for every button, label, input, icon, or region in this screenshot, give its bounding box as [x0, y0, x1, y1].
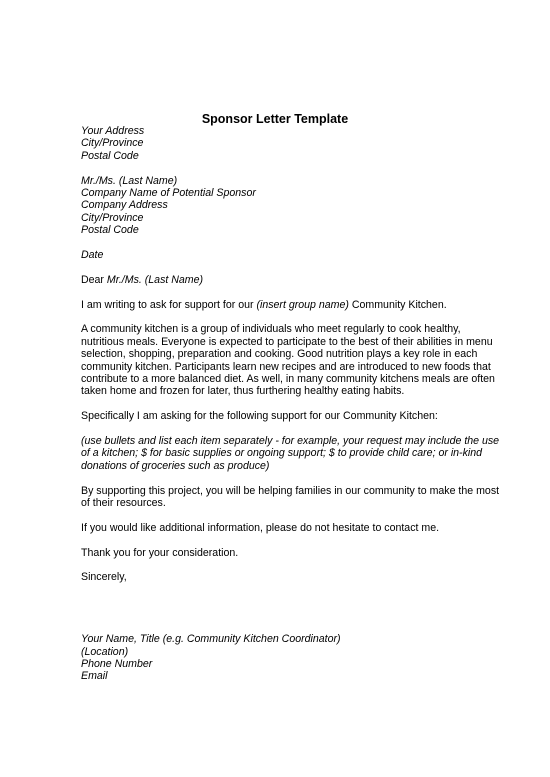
- sender-line: Your Address: [81, 125, 145, 137]
- thanks-paragraph: Thank you for your consideration.: [81, 546, 239, 559]
- paragraph-line: A community kitchen is a group of individuals who meet regularly to cook healthy,: [81, 323, 461, 336]
- instruction-paragraph: [81, 435, 521, 472]
- recipient-line: Company Address: [81, 199, 168, 212]
- signature-line: Your Name, Title (e.g. Community Kitchen Coordinator): [81, 633, 341, 646]
- signature-line: Phone Number: [81, 658, 153, 671]
- paragraph-line: selection, shopping, preparation and cooking. Good nutrition plays a key role in each: [81, 348, 478, 361]
- recipient-address: [81, 175, 521, 237]
- paragraph-line: taken home and frozen for later, thus furthering healthy eating habits.: [81, 385, 405, 398]
- paragraph-line: donations of groceries such as produce): [81, 459, 270, 472]
- kitchen-description-paragraph: [81, 323, 521, 397]
- paragraph-line: (use bullets and list each item separately - for example, your request may include the use: [81, 435, 500, 448]
- paragraph-line: community kitchen. Participants learn new recipes and are introduced to new foods that: [81, 360, 491, 373]
- paragraph-line: contribute to a more balanced diet. As well, in many community kitchens meals are often: [81, 373, 495, 386]
- sender-line: City/Province: [81, 137, 144, 150]
- closing: Sincerely,: [81, 571, 127, 584]
- contact-paragraph: If you would like additional information, please do not hesitate to contact me.: [81, 521, 440, 534]
- intro-group-placeholder: (insert group name): [256, 298, 349, 311]
- signature-line: (Location): [81, 645, 129, 658]
- paragraph-line: nutritious meals. Everyone is expected to participate to the best of their abilities in menu: [81, 335, 493, 348]
- recipient-line: Mr./Ms. (Last Name): [81, 174, 178, 187]
- date-line: Date: [81, 249, 104, 262]
- sender-address: [81, 125, 521, 162]
- intro-suffix: Community Kitchen.: [348, 298, 447, 311]
- signature-space: [81, 596, 521, 633]
- signature-line: Email: [81, 670, 108, 683]
- request-paragraph: Specifically I am asking for the following support for our Community Kitchen:: [81, 410, 438, 423]
- intro-paragraph: [81, 299, 521, 311]
- document-title: Sponsor Letter Template: [201, 112, 349, 126]
- recipient-line: Postal Code: [81, 224, 139, 237]
- signature-block: [81, 633, 521, 683]
- supporting-paragraph: [81, 485, 521, 510]
- sender-line: Postal Code: [81, 149, 139, 162]
- letter-body: [81, 125, 521, 683]
- intro-prefix: I am writing to ask for support for our: [81, 298, 257, 311]
- salutation-name: Mr./Ms. (Last Name): [106, 273, 204, 286]
- salutation: [81, 274, 521, 286]
- paragraph-line: By supporting this project, you will be helping families in our community to make the most: [81, 484, 500, 497]
- recipient-line: City/Province: [81, 211, 144, 224]
- paragraph-line: of a kitchen; $ for basic supplies or ongoing support; $ to provide child care; or in-kind: [81, 447, 483, 460]
- paragraph-line: of their resources.: [81, 497, 166, 510]
- recipient-line: Company Name of Potential Sponsor: [81, 187, 256, 200]
- salutation-prefix: Dear: [81, 273, 107, 286]
